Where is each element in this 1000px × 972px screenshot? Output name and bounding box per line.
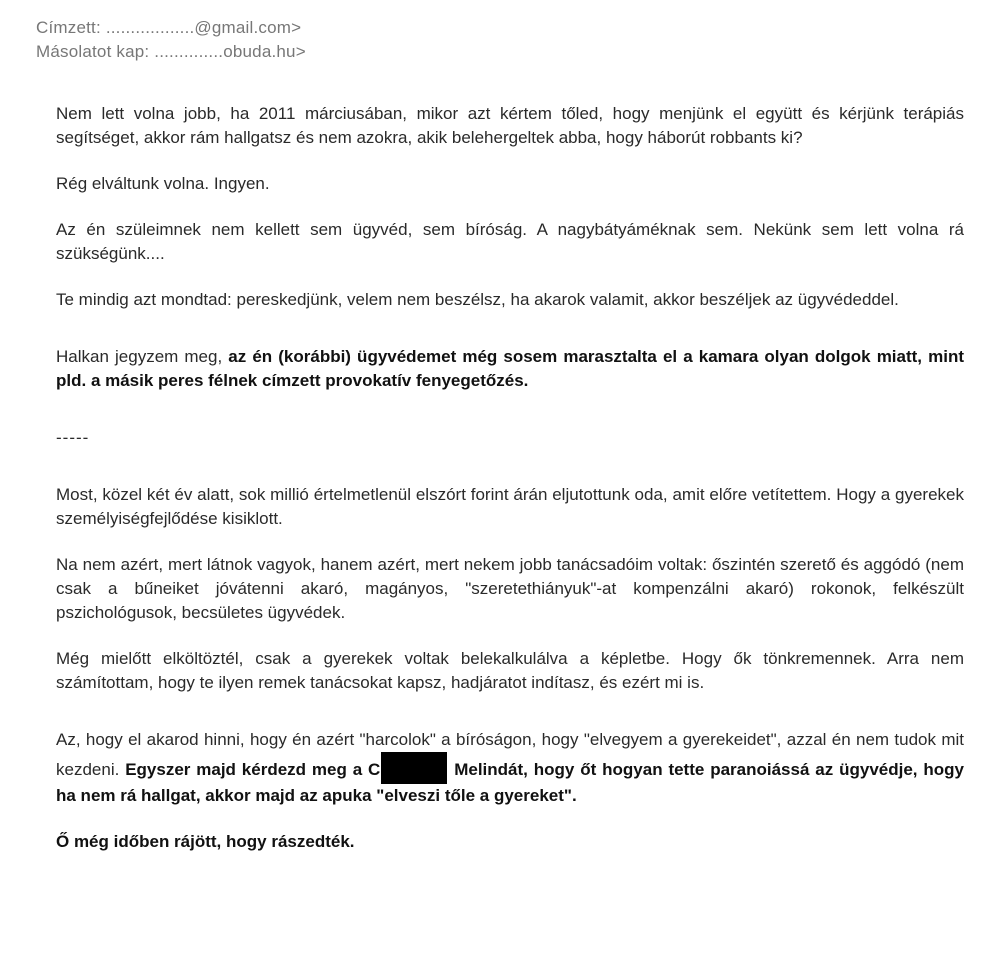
- paragraph-3: Az én szüleimnek nem kellett sem ügyvéd, sem bíróság. A nagybátyáméknak sem. Nekünk sem lett volna rá szükségünk....: [56, 220, 964, 263]
- paragraph-2: Rég elváltunk volna. Ingyen.: [56, 174, 270, 193]
- email-header: [36, 16, 306, 64]
- paragraph-10: [56, 830, 964, 854]
- redaction-box: [381, 752, 447, 784]
- cc-label: Másolatot kap:: [36, 42, 155, 61]
- paragraph-5-normal: Halkan jegyzem meg,: [56, 347, 229, 366]
- paragraph-9: [56, 728, 964, 808]
- separator: -----: [56, 428, 90, 447]
- paragraph-4: Te mindig azt mondtad: pereskedjünk, velem nem beszélsz, ha akarok valamit, akkor beszéljek az ügyvédeddel.: [56, 290, 899, 309]
- recipient-address: ..................@gmail.com>: [105, 18, 302, 37]
- paragraph-1: Nem lett volna jobb, ha 2011 márciusában, mikor azt kértem tőled, hogy menjünk el együtt és kérjünk terápiás segítséget, akkor rám hallgatsz és nem azokra, akik belehergeltek abba, hogy háborút robbants ki?: [56, 104, 964, 147]
- paragraph-8: Még mielőtt elköltöztél, csak a gyerekek voltak belekalkulálva a képletbe. Hogy ők tönkremennek. Arra nem számítottam, hogy te ilyen remek tanácsokat kapsz, hadjáratot indítasz, és ezért mi is.: [56, 649, 964, 692]
- paragraph-10-bold: Ő még időben rájött, hogy rászedték.: [56, 832, 355, 851]
- letter-body: [56, 102, 964, 854]
- cc-row: [36, 40, 306, 64]
- paragraph-9-bold-a: Egyszer majd kérdezd meg a C: [125, 760, 381, 779]
- recipient-label: Címzett:: [36, 18, 106, 37]
- paragraph-7: Na nem azért, mert látnok vagyok, hanem azért, mert nekem jobb tanácsadóim voltak: őszintén szerető és aggódó (nem csak a bűneiket jóvátenni akaró, magányos, "szeretethiányuk"-at kompenzálni akaró) rokonok, felkészült pszichológusok, becsületes ügyvédek.: [56, 555, 964, 622]
- paragraph-6: Most, közel két év alatt, sok millió értelmetlenül elszórt forint árán eljutottunk oda, amit előre vetítettem. Hogy a gyerekek személyiségfejlődése kisiklott.: [56, 485, 964, 528]
- paragraph-5: [56, 345, 964, 393]
- paragraph-5-bold: az én (korábbi) ügyvédemet még sosem marasztalta el a kamara olyan dolgok miatt, mint pld. a másik peres félnek címzett provokatív fenyegetőzés.: [56, 347, 965, 390]
- paragraph-9-bold-b: Melindát, hogy őt hogyan tette paranoiássá az ügyvédje, hogy ha nem rá hallgat, akkor majd az apuka "elveszi tőle a gyereket".: [56, 760, 964, 805]
- recipient-row: [36, 16, 306, 40]
- paragraph-9-normal: Az, hogy el akarod hinni, hogy én azért "harcolok" a bíróságon, hogy "elvegyem a gyerekeidet", azzal én nem tudok mit kezdeni.: [56, 730, 964, 779]
- cc-address: ..............obuda.hu>: [154, 42, 306, 61]
